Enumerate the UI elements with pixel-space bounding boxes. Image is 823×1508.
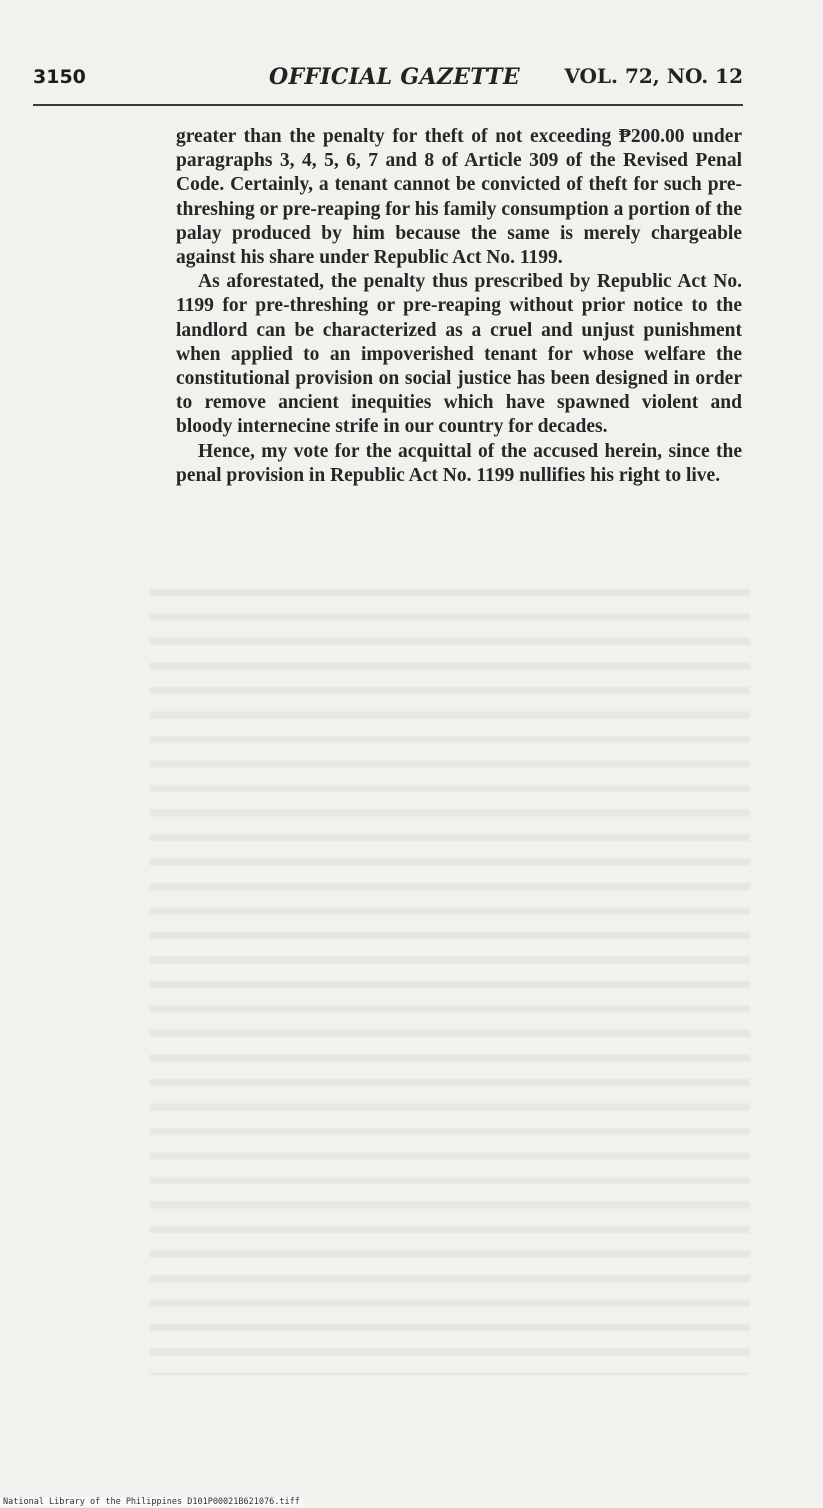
paragraph-3: Hence, my vote for the acquittal of the accused herein, since the penal provision in Republic Act No. 1199 nullifies his right to live. [176,440,742,486]
paragraph-2: As aforestated, the penalty thus prescribed by Republic Act No. 1199 for pre-threshing or pre-reaping without prior notice to the landlord can be characterized as a cruel and unjust punishment when applied to an impoverished tenant for whose welfare the constitutional provision on social justice has been designed in order to remove ancient inequities which have spawned violent and bloody internecine strife in our country for decades. [176,271,742,438]
body-text [176,125,742,488]
page-header [33,58,743,98]
scan-credit: National Library of the Philippines D101P00021B621076.tiff [0,1497,303,1507]
header-rule [33,104,743,106]
page-number: 3150 [33,66,86,88]
paragraph-1: greater than the penalty for theft of not exceeding ₱200.00 under paragraphs 3, 4, 5, 6, 7 and 8 of Article 309 of the Revised Penal Code. Certainly, a tenant cannot be convicted of theft for such pre-threshing or pre-reaping for his family consumption a portion of the palay produced by him because the same is merely chargeable against his share under Republic Act No. 1199. [176,126,742,269]
reverse-side-bleed-through [150,575,750,1375]
gazette-title: OFFICIAL GAZETTE [269,64,520,90]
volume-number: VOL. 72, NO. 12 [564,64,743,88]
